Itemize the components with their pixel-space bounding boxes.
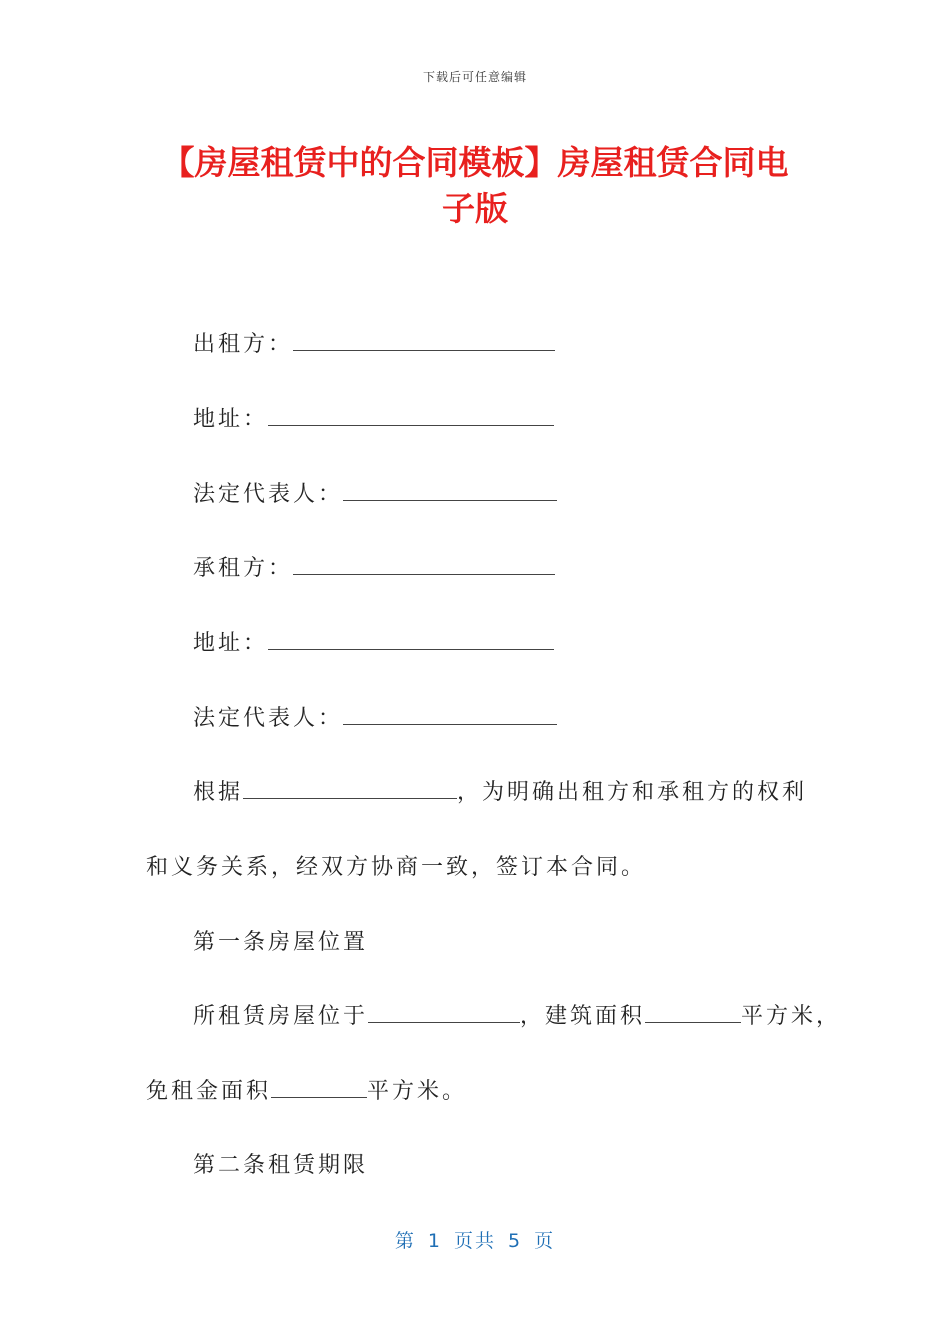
article1-line: [193, 1002, 841, 1032]
page-current: 1: [427, 1230, 442, 1252]
lessor-label: 出租方：: [193, 332, 294, 357]
article1-line2-prefix: 免租金面积: [146, 1079, 272, 1104]
article1-mid: ，建筑面积: [520, 1004, 646, 1029]
lessor-rep-blank[interactable]: [343, 480, 557, 501]
page-total: 5: [508, 1230, 523, 1252]
basis-suffix: ，为明确出租方和承租方的权利: [457, 780, 808, 805]
lessee-address-label: 地址：: [193, 631, 269, 656]
footer-prefix: 第: [394, 1230, 416, 1252]
lessee-rep-label: 法定代表人：: [193, 706, 344, 731]
page-footer: [0, 1226, 950, 1253]
lessee-label: 承租方：: [193, 556, 294, 581]
lessor-line: [193, 330, 555, 360]
basis-blank[interactable]: [243, 778, 457, 799]
lessor-address-line: [193, 405, 554, 435]
lessee-blank[interactable]: [293, 554, 555, 575]
lessor-rep-line: [193, 480, 557, 510]
lessor-address-blank[interactable]: [268, 405, 554, 426]
location-blank[interactable]: [368, 1002, 520, 1023]
article1-line-2: [146, 1077, 467, 1107]
lessee-line: [193, 554, 555, 584]
lessor-address-label: 地址：: [193, 407, 269, 432]
lessee-rep-blank[interactable]: [343, 704, 557, 725]
article2-heading: 第二条租赁期限: [193, 1153, 369, 1178]
article1-heading: 第一条房屋位置: [193, 930, 369, 955]
lessee-address-line: [193, 629, 554, 659]
article1-unit: 平方米，: [741, 1004, 842, 1029]
lessee-rep-line: [193, 704, 557, 734]
basis-line-2: 和义务关系，经双方协商一致，签订本合同。: [146, 855, 647, 880]
basis-prefix: 根据: [193, 780, 244, 805]
document-title: 【房屋租赁中的合同模板】房屋租赁合同电子版: [161, 143, 789, 228]
area-blank[interactable]: [645, 1002, 741, 1023]
footer-mid: 页共: [453, 1230, 496, 1252]
basis-line: [193, 778, 807, 808]
lessee-address-blank[interactable]: [268, 629, 554, 650]
header-note: 下载后可任意编辑: [422, 70, 527, 84]
lessor-rep-label: 法定代表人：: [193, 482, 344, 507]
article1-line2-suffix: 平方米。: [367, 1079, 468, 1104]
article1-prefix: 所租赁房屋位于: [193, 1004, 369, 1029]
footer-suffix: 页: [534, 1230, 556, 1252]
free-area-blank[interactable]: [271, 1077, 367, 1098]
lessor-blank[interactable]: [293, 330, 555, 351]
